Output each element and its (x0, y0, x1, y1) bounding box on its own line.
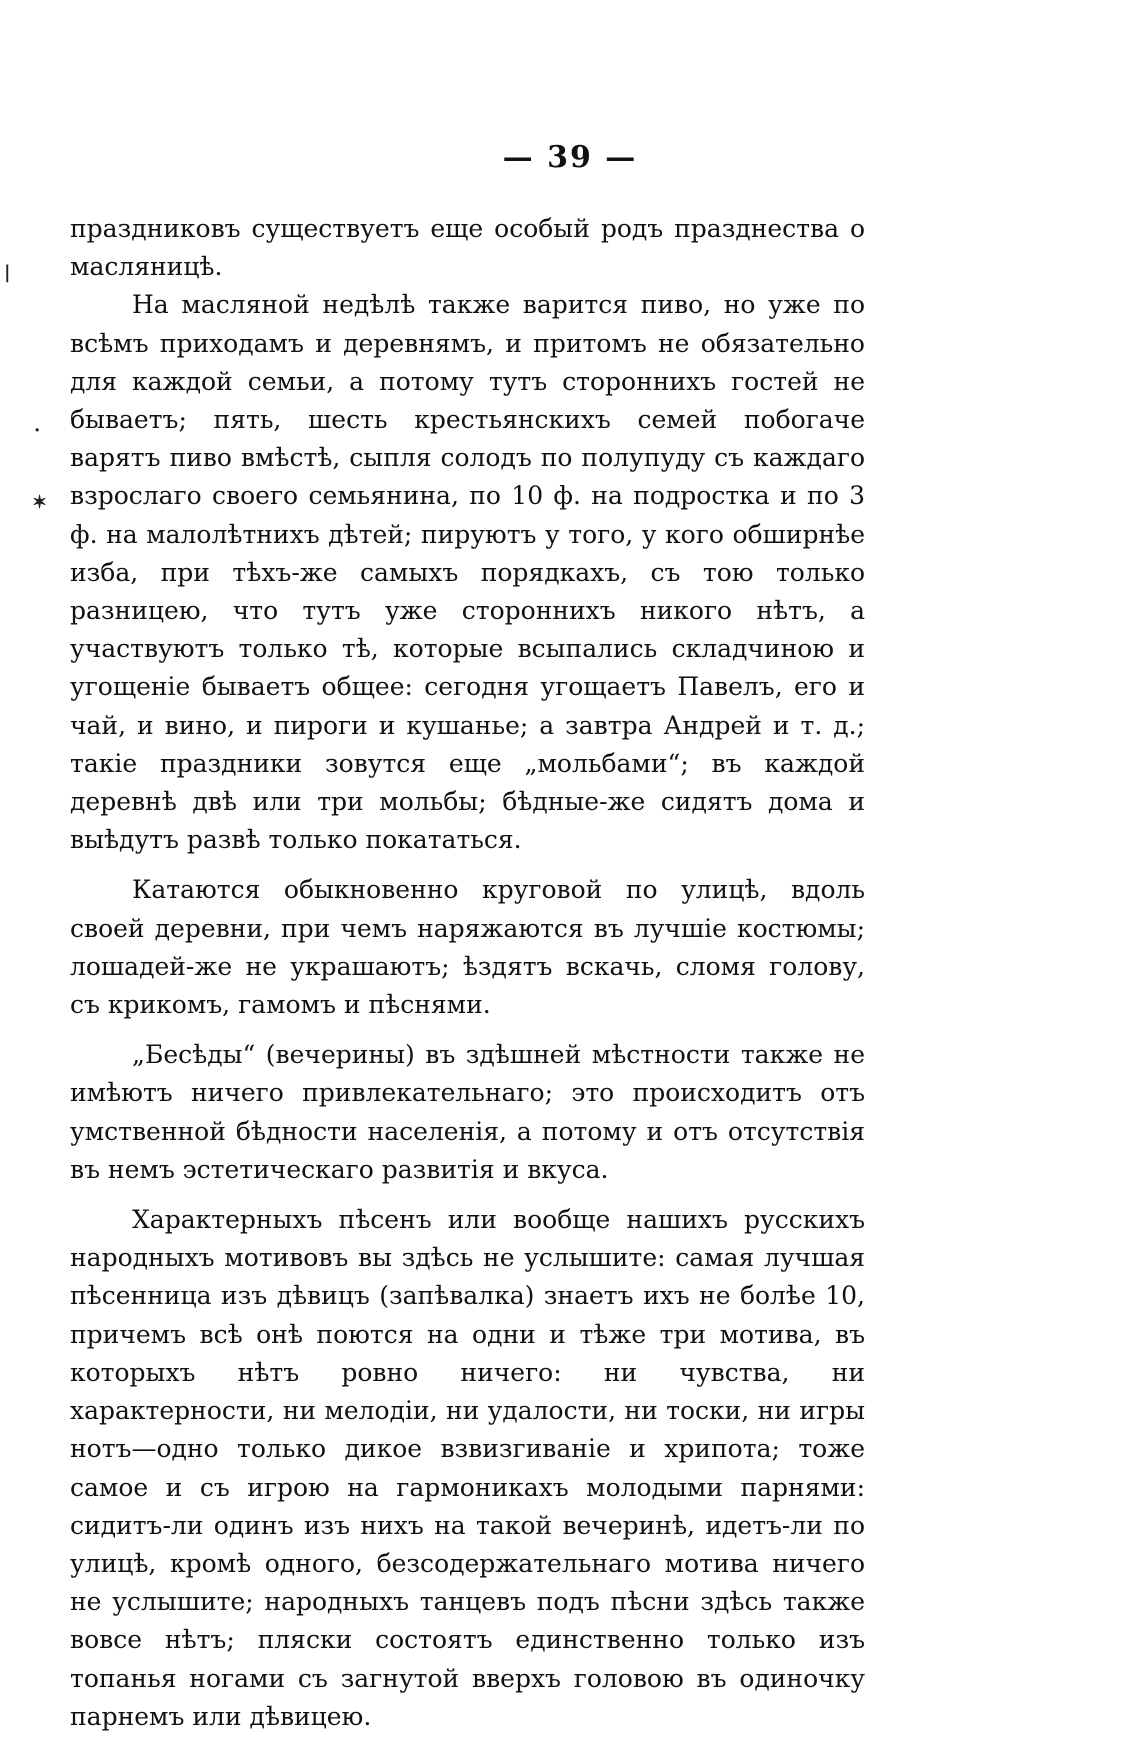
margin-mark: · (34, 420, 41, 441)
paragraph-1: праздниковъ существуетъ еще особый родъ празднества о масляницѣ. (70, 214, 865, 282)
margin-mark: | (4, 262, 11, 283)
page-number: — 39 — (502, 140, 638, 175)
paragraph-2: На масляной недѣлѣ также варится пиво, но уже по всѣмъ приходамъ и деревнямъ, и притомъ не обязательно для каждой семьи, а потому тутъ стороннихъ гостей не бываетъ; пять, шесть крестьянскихъ семей побогаче варятъ пиво вмѣстѣ, сыпля солодъ по полупуду съ каждаго взрослаго своего семьянина, по 10 ф. на подростка и по 3 ф. на малолѣтнихъ дѣтей; пируютъ у того, у кого обширнѣе изба, при тѣхъ-же самыхъ порядкахъ, съ тою только разницею, что тутъ уже стороннихъ никого нѣтъ, а участвуютъ только тѣ, которые всыпались складчиною и угощеніе бываетъ общее: сегодня угощаетъ Павелъ, его и чай, и вино, и пироги и кушанье; а завтра Андрей и т. д.; такіе праздники зовутся еще „мольбами“; въ каждой деревнѣ двѣ или три мольбы; бѣдные-же сидятъ дома и выѣдутъ развѣ только покататься. (70, 290, 865, 855)
paragraph-4: „Бесѣды“ (вечерины) въ здѣшней мѣстности также не имѣютъ ничего привлекательнаго; это происходитъ отъ умственной бѣдности населенія, а потому и отъ отсутствія въ немъ эстетическаго развитія и вкуса. (70, 1040, 865, 1184)
paragraph-5: Характерныхъ пѣсенъ или вообще нашихъ русскихъ народныхъ мотивовъ вы здѣсь не услышите: самая лучшая пѣсенница изъ дѣвицъ (запѣвалка) знаетъ ихъ не болѣе 10, причемъ всѣ онѣ поются на одни и тѣже три мотива, въ которыхъ нѣтъ ровно ничего: ни чувства, ни характерности, ни мелодіи, ни удалости, ни тоски, ни игры нотъ—одно только дикое взвизгиваніе и хрипота; тоже самое и съ игрою на гармоникахъ молодыми парнями: сидитъ-ли одинъ изъ нихъ на такой вечеринѣ, идетъ-ли по улицѣ, кромѣ одного, безсодержательнаго мотива ничего не услышите; народныхъ танцевъ подъ пѣсни здѣсь также вовсе нѣтъ; пляски состоятъ единственно только изъ топанья ногами съ загнутой вверхъ головою въ одиночку парнемъ или дѣвицею. (70, 1205, 865, 1731)
body-text (70, 210, 865, 1736)
margin-mark: ✶ (32, 492, 48, 513)
paragraph-3: Катаются обыкновенно круговой по улицѣ, вдоль своей деревни, при чемъ наряжаются въ лучшіе костюмы; лошадей-же не украшаютъ; ѣздятъ вскачь, сломя голову, съ крикомъ, гамомъ и пѣснями. (70, 875, 865, 1020)
